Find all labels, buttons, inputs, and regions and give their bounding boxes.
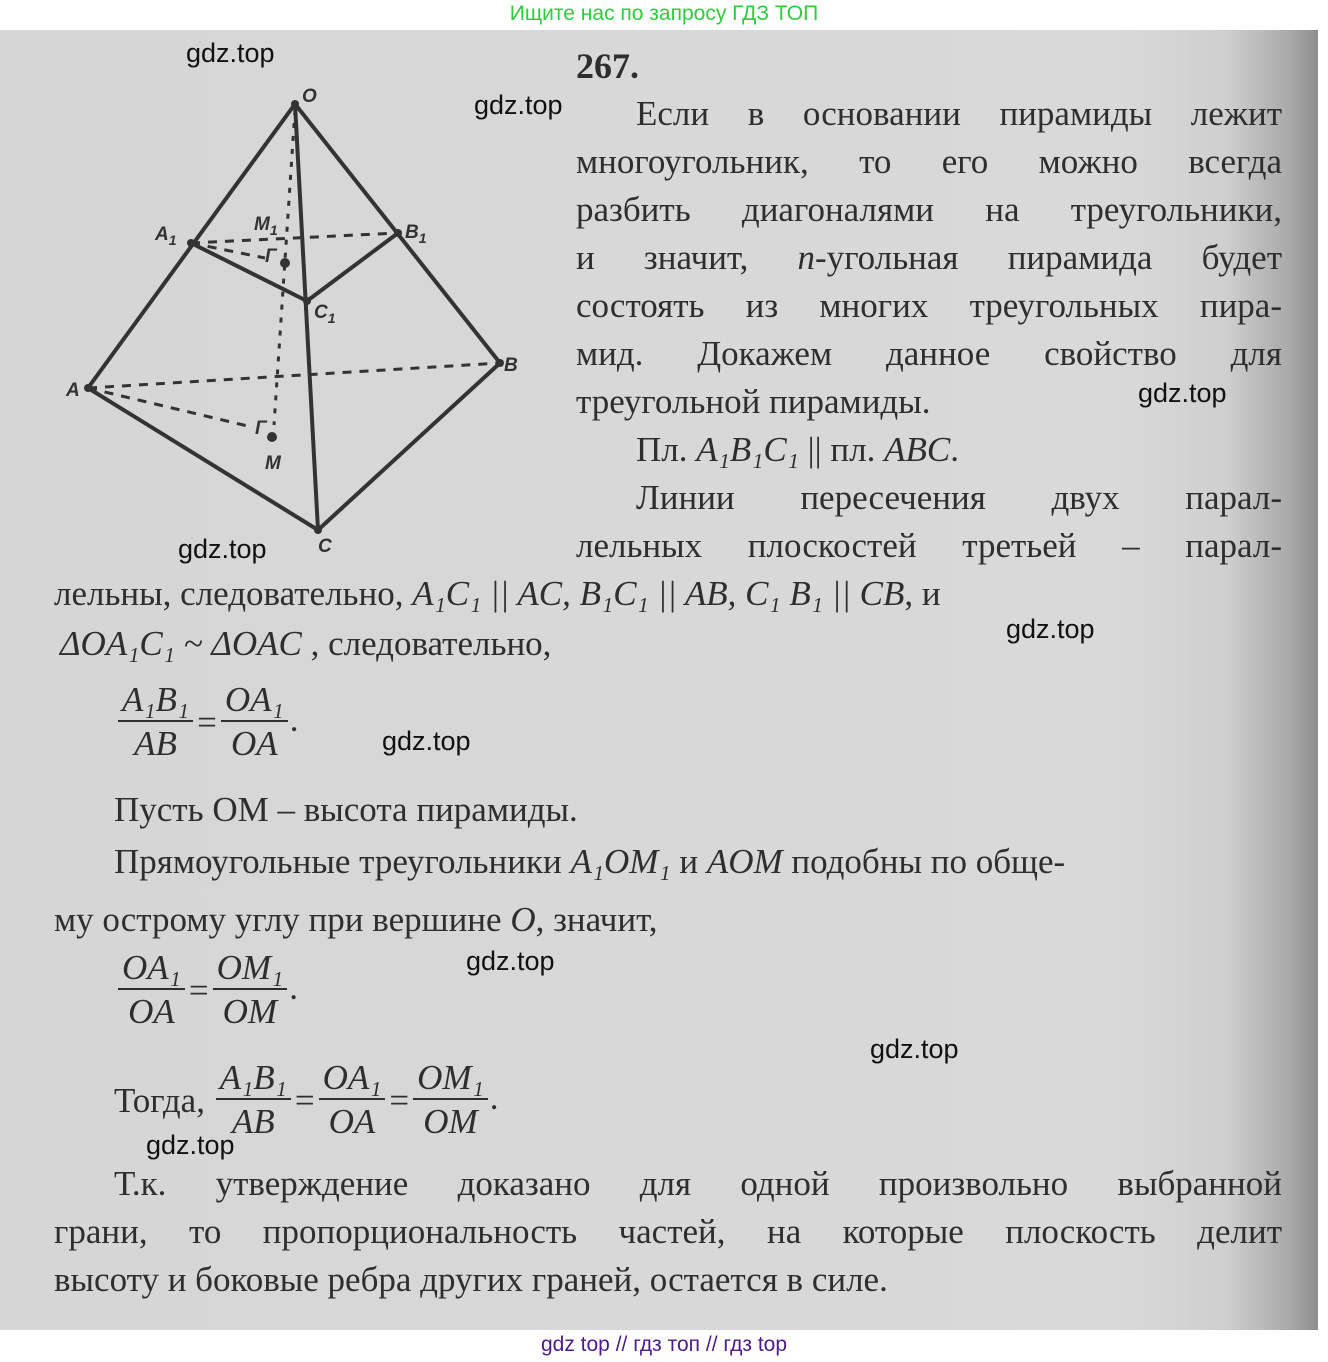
text-line: Линии пересечения двух парал- bbox=[636, 478, 1282, 517]
pyramid-diagram bbox=[0, 0, 560, 560]
text-line: Т.к. утверждение доказано для одной произвольно выбранной bbox=[114, 1164, 1282, 1203]
top-banner: Ищите нас по запросу ГДЗ ТОП bbox=[509, 2, 819, 25]
watermark: gdz.top bbox=[466, 946, 555, 976]
watermark: gdz.top bbox=[178, 534, 267, 564]
label-B: B bbox=[504, 355, 518, 376]
text-line: му острому углу при вершине O, значит, bbox=[54, 900, 658, 939]
label-A: A bbox=[66, 380, 80, 401]
label-right-angle-top: Г bbox=[265, 246, 277, 267]
problem-number: 267. bbox=[576, 46, 639, 86]
label-C: C bbox=[318, 536, 332, 557]
label-A1: $A_1$ bbox=[155, 224, 177, 248]
text-line: Пл. A₁B₁C₁ || пл. ABC. bbox=[636, 430, 959, 469]
text-line: многоугольник, то его можно всегда bbox=[576, 142, 1282, 181]
label-O: O bbox=[302, 86, 317, 107]
text-line: треугольной пирамиды. bbox=[576, 382, 931, 421]
label-B1: $B_1$ bbox=[405, 222, 427, 246]
label-M1: $M_1$ bbox=[254, 214, 278, 238]
text-line: мид. Докажем данное свойство для bbox=[576, 334, 1282, 373]
text-line: состоять из многих треугольных пира- bbox=[576, 286, 1282, 325]
text-line: ΔOA₁C₁ ~ ΔOAC , следовательно, bbox=[60, 624, 552, 663]
text-line: и значит, n-угольная пирамида будет bbox=[576, 238, 1283, 277]
formula-ratio-2: $\frac{\text{OA₁}}{OA}$ = $\frac{\text{OM₁}}{OM}$ . bbox=[116, 948, 298, 1034]
text-line: Прямоугольные треугольники A₁OM₁ и AOM подобны по обще- bbox=[114, 842, 1066, 881]
watermark: gdz.top bbox=[146, 1130, 235, 1160]
text-line: высоту и боковые ребра других граней, остается в силе. bbox=[54, 1260, 888, 1299]
watermark: gdz.top bbox=[382, 726, 471, 756]
label-M: M bbox=[265, 453, 281, 474]
text-line: лельных плоскостей третьей – парал- bbox=[576, 526, 1282, 565]
label-C1: $C_1$ bbox=[314, 302, 336, 326]
label-right-angle-bottom: Г bbox=[255, 418, 267, 439]
watermark: gdz.top bbox=[1006, 614, 1095, 644]
watermark: gdz.top bbox=[1138, 378, 1227, 408]
text-line: Пусть OM – высота пирамиды. bbox=[114, 790, 578, 829]
formula-ratio-1: $\frac{\text{A₁B₁}}{AB}$ = $\frac{\text{OA₁}}{OA}$ . bbox=[116, 680, 298, 766]
text-line: лельны, следовательно, A₁C₁ || AC, B₁C₁ || AB, C₁ B₁ || CB, и bbox=[54, 574, 941, 613]
watermark: gdz.top bbox=[474, 90, 563, 120]
text-line: Если в основании пирамиды лежит bbox=[636, 94, 1282, 133]
watermark: gdz.top bbox=[186, 38, 275, 68]
text-line: разбить диагоналями на треугольники, bbox=[576, 190, 1282, 229]
text-line: грани, то пропорциональность частей, на которые плоскость делит bbox=[54, 1212, 1282, 1251]
watermark: gdz.top bbox=[870, 1034, 959, 1064]
bottom-banner: gdz top // гдз топ // гдз top bbox=[540, 1333, 788, 1356]
formula-ratio-3: Тогда, $\frac{\text{A₁B₁}}{AB}$ = $\frac{\text{OA₁}}{OA}$ = $\frac{\text{OM₁}}{OM}$ . bbox=[114, 1058, 499, 1141]
